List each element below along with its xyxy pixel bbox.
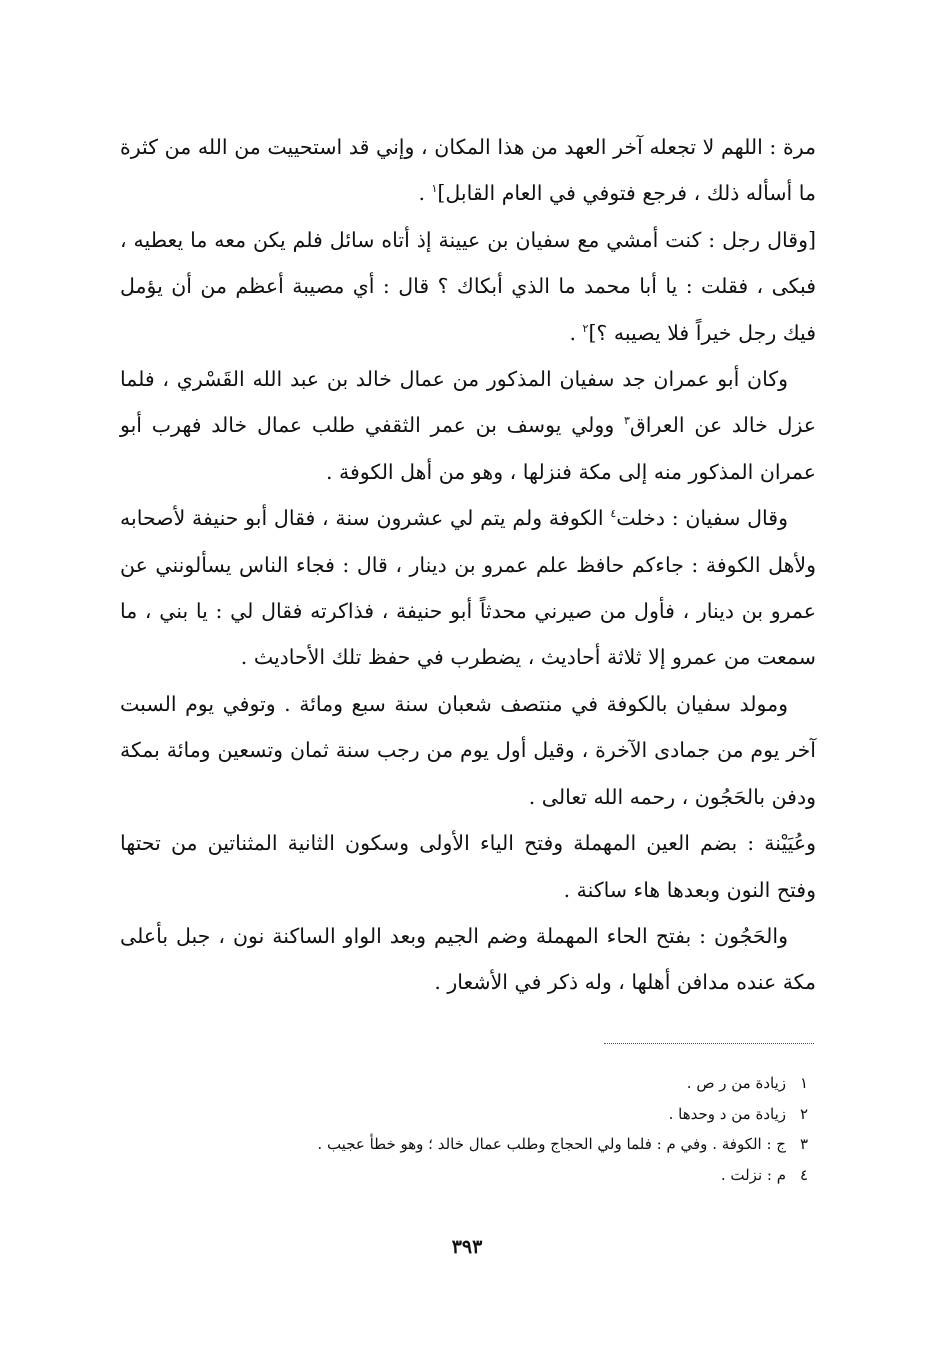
footnotes <box>118 1068 808 1190</box>
page-number: ٣٩٣ <box>451 1236 483 1258</box>
footnote <box>118 1160 808 1191</box>
footnote <box>118 1129 808 1160</box>
footnote-marker: ١ <box>431 182 438 196</box>
paragraph: [وقال رجل : كنت أمشي مع سفيان بن عيينة إذ أتاه سائل فلم يكن معه ما يعطيه ، فبكى ، فقلت : يا أبا محمد ما الذي أبكاك ؟ قال : أي مصيبة أعظم من أن يؤمل فيك رجل خيراً فلا يصيبه ؟]$^٢$ . <box>120 227 816 345</box>
footnote-marker: ٢ <box>582 321 589 335</box>
footnote-number: ٤ <box>799 1165 808 1184</box>
footnote <box>118 1068 808 1099</box>
paragraph: وقال سفيان : دخلت$^٤$ الكوفة ولم يتم لي عشرون سنة ، فقال أبو حنيفة لأصحابه ولأهل الكوفة : جاءكم حافظ علم عمرو بن دينار ، قال : فجاء الناس يسألونني عن عمرو بن دينار ، فأول من صيرني محدثاً أبو حنيفة ، فذاكرته فقال لي : يا بني ، ما سمعت من عمرو إلا ثلاثة أحاديث ، يضطرب في حفظ تلك الأحاديث . <box>120 506 816 670</box>
paragraph: ومولد سفيان بالكوفة في منتصف شعبان سنة سبع ومائة . وتوفي يوم السبت آخر يوم من جمادى الآخرة ، وقيل أول يوم من رجب سنة ثمان وتسعين ومائة بمكة ودفن بالحَجُون ، رحمه الله تعالى . <box>120 691 816 809</box>
footnote-number: ٢ <box>799 1104 808 1123</box>
footnote <box>118 1099 808 1130</box>
footnote-text: ج : الكوفة . وفي م : فلما ولي الحجاج وطلب عمال خالد ؛ وهو خطأ عجيب . <box>317 1135 786 1153</box>
footnote-marker: ٣ <box>623 414 630 428</box>
footnote-marker: ٤ <box>610 507 617 521</box>
paragraph: مرة : اللهم لا تجعله آخر العهد من هذا المكان ، وإني قد استحييت من الله من كثرة ما أسأله ذلك ، فرجع فتوفي في العام القابل]$^١$ . <box>120 135 816 206</box>
main-text-block <box>120 124 816 1006</box>
paragraph: وعُيَيْنة : بضم العين المهملة وفتح الياء الأولى وسكون الثانية المثناتين من تحتها وفتح النون وبعدها هاء ساكنة . <box>120 831 816 902</box>
footnote-text: زيادة من ر ص . <box>686 1074 786 1092</box>
paragraph: وكان أبو عمران جد سفيان المذكور من عمال خالد بن عبد الله القَسْري ، فلما عزل خالد عن العراق$^٣$ وولي يوسف بن عمر الثقفي طلب عمال خالد فهرب أبو عمران المذكور منه إلى مكة فنزلها ، وهو من أهل الكوفة . <box>120 367 816 484</box>
footnote-divider <box>604 1043 814 1044</box>
footnote-text: م : نزلت . <box>720 1165 786 1184</box>
footnote-text: زيادة من د وحدها . <box>668 1104 786 1123</box>
footnote-number: ١ <box>799 1074 808 1092</box>
paragraph: والحَجُون : بفتح الحاء المهملة وضم الجيم وبعد الواو الساكنة نون ، جبل بأعلى مكة عنده مدافن أهلها ، وله ذكر في الأشعار . <box>120 923 816 995</box>
footnote-number: ٣ <box>799 1135 808 1153</box>
